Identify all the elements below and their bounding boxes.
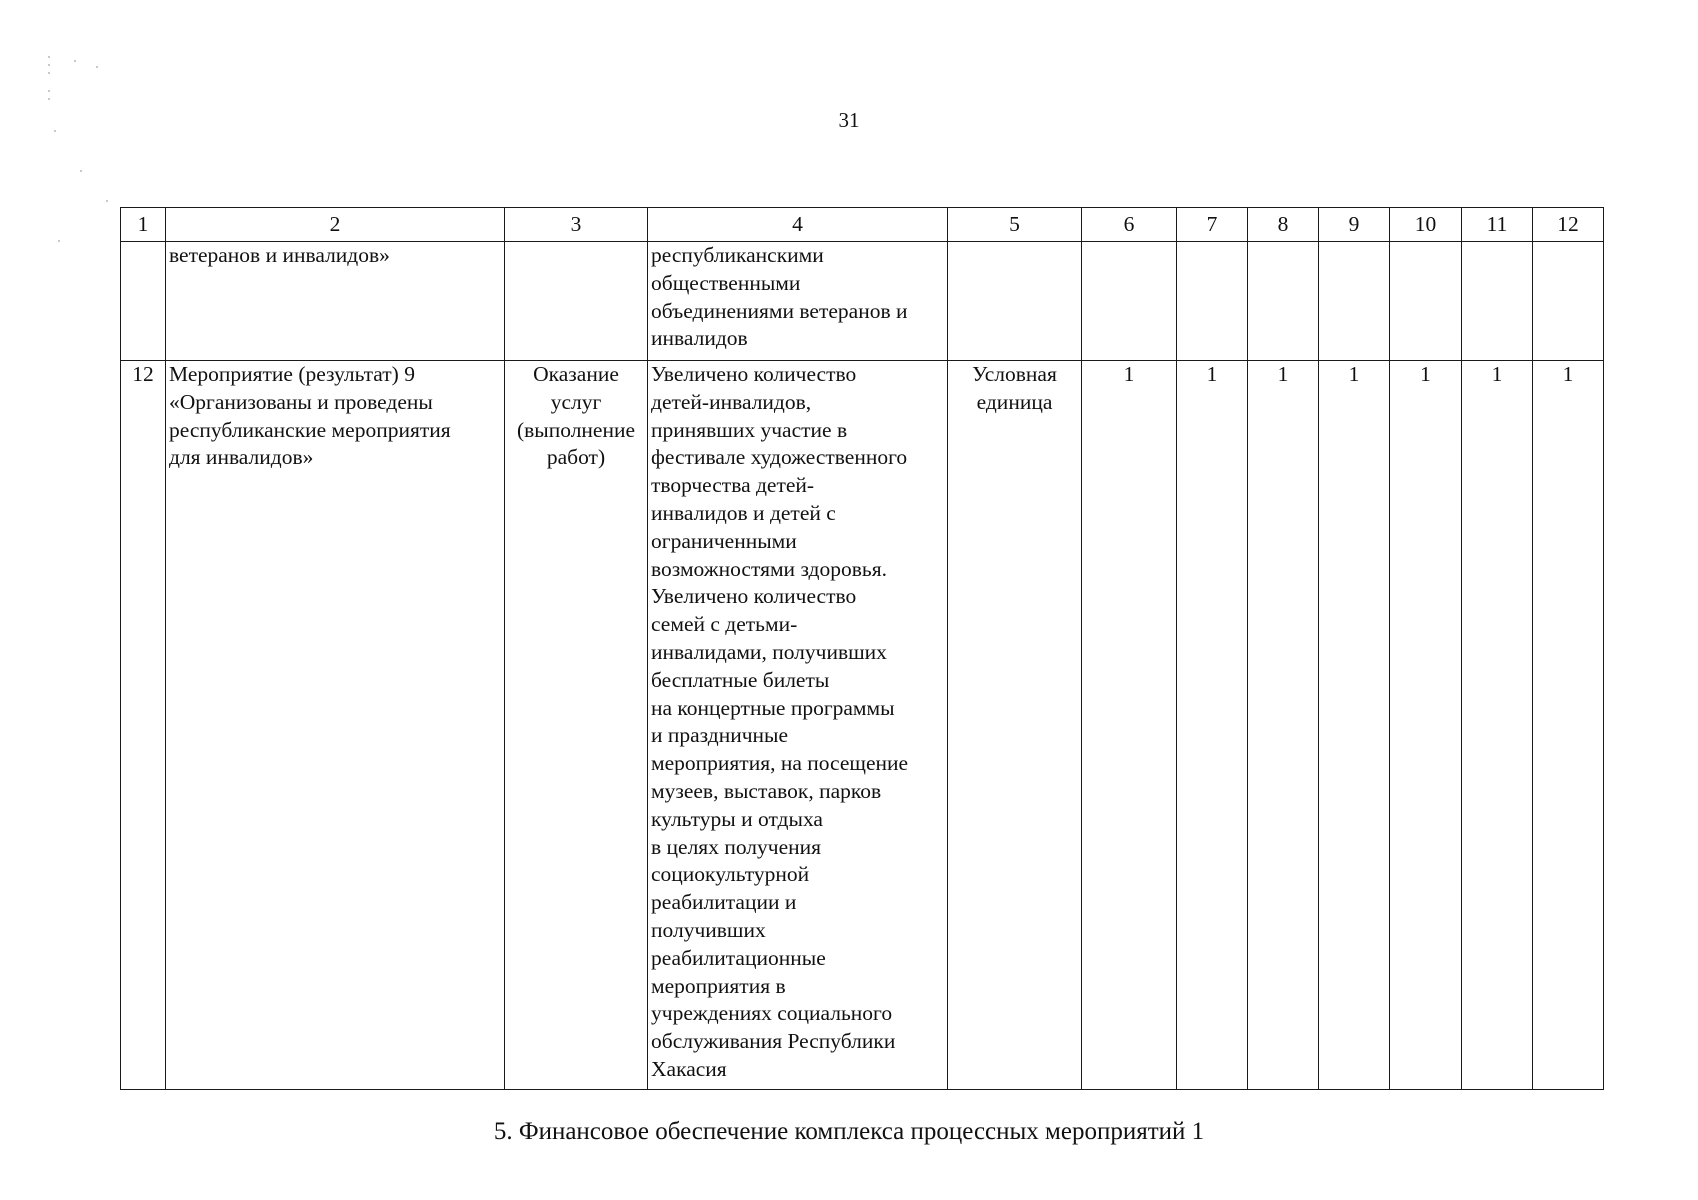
column-number: 11	[1462, 208, 1533, 242]
column-numbers-row	[121, 208, 1604, 242]
value-cell: 1	[1533, 361, 1604, 1090]
value-cell: 1	[1177, 361, 1248, 1090]
column-number: 4	[648, 208, 948, 242]
value-cell	[1319, 242, 1390, 361]
event-cell: Мероприятие (результат) 9 «Организованы и проведены республиканские мероприятия для инвалидов»	[166, 361, 505, 1090]
table-row-continuation	[121, 242, 1604, 361]
column-number: 8	[1248, 208, 1319, 242]
unit-cell	[948, 242, 1082, 361]
column-number: 1	[121, 208, 166, 242]
value-cell	[1462, 242, 1533, 361]
value-cell	[1533, 242, 1604, 361]
column-number: 12	[1533, 208, 1604, 242]
value-cell	[1248, 242, 1319, 361]
value-cell: 1	[1462, 361, 1533, 1090]
row-number-cell	[121, 242, 166, 361]
column-number: 7	[1177, 208, 1248, 242]
table-row	[121, 361, 1604, 1090]
indicators-table	[120, 207, 1604, 1090]
column-number: 10	[1390, 208, 1462, 242]
value-cell	[1177, 242, 1248, 361]
unit-cell: Условная единица	[948, 361, 1082, 1090]
value-cell	[1082, 242, 1177, 361]
type-cell	[505, 242, 648, 361]
section-title: 5. Финансовое обеспечение комплекса процессных мероприятий 1	[493, 1118, 1205, 1145]
column-number: 5	[948, 208, 1082, 242]
value-cell: 1	[1319, 361, 1390, 1090]
value-cell: 1	[1248, 361, 1319, 1090]
description-cell: республиканскими общественными объединениями ветеранов и инвалидов	[648, 242, 948, 361]
type-cell: Оказание услуг (выполнение работ)	[505, 361, 648, 1090]
row-number-cell: 12	[121, 361, 166, 1090]
column-number: 3	[505, 208, 648, 242]
page-number: 31	[838, 108, 860, 132]
value-cell	[1390, 242, 1462, 361]
event-cell: ветеранов и инвалидов»	[166, 242, 505, 361]
column-number: 9	[1319, 208, 1390, 242]
column-number: 2	[166, 208, 505, 242]
scan-artifacts	[44, 50, 124, 270]
value-cell: 1	[1082, 361, 1177, 1090]
value-cell: 1	[1390, 361, 1462, 1090]
description-cell: Увеличено количество детей-инвалидов, принявших участие в фестивале художественного творчества детей- инвалидов и детей с ограниченными возможностями здоровья. Увеличено количество семей с детьми- инвалидами, получивших бесплатные билеты на концертные программы и праздничные мероприятия, на посещение музеев, выставок, парков культуры и отдыха в целях получения социокультурной реабилитации и получивших реабилитационные мероприятия в учреждениях социального обслуживания Республики Хакасия	[648, 361, 948, 1090]
column-number: 6	[1082, 208, 1177, 242]
